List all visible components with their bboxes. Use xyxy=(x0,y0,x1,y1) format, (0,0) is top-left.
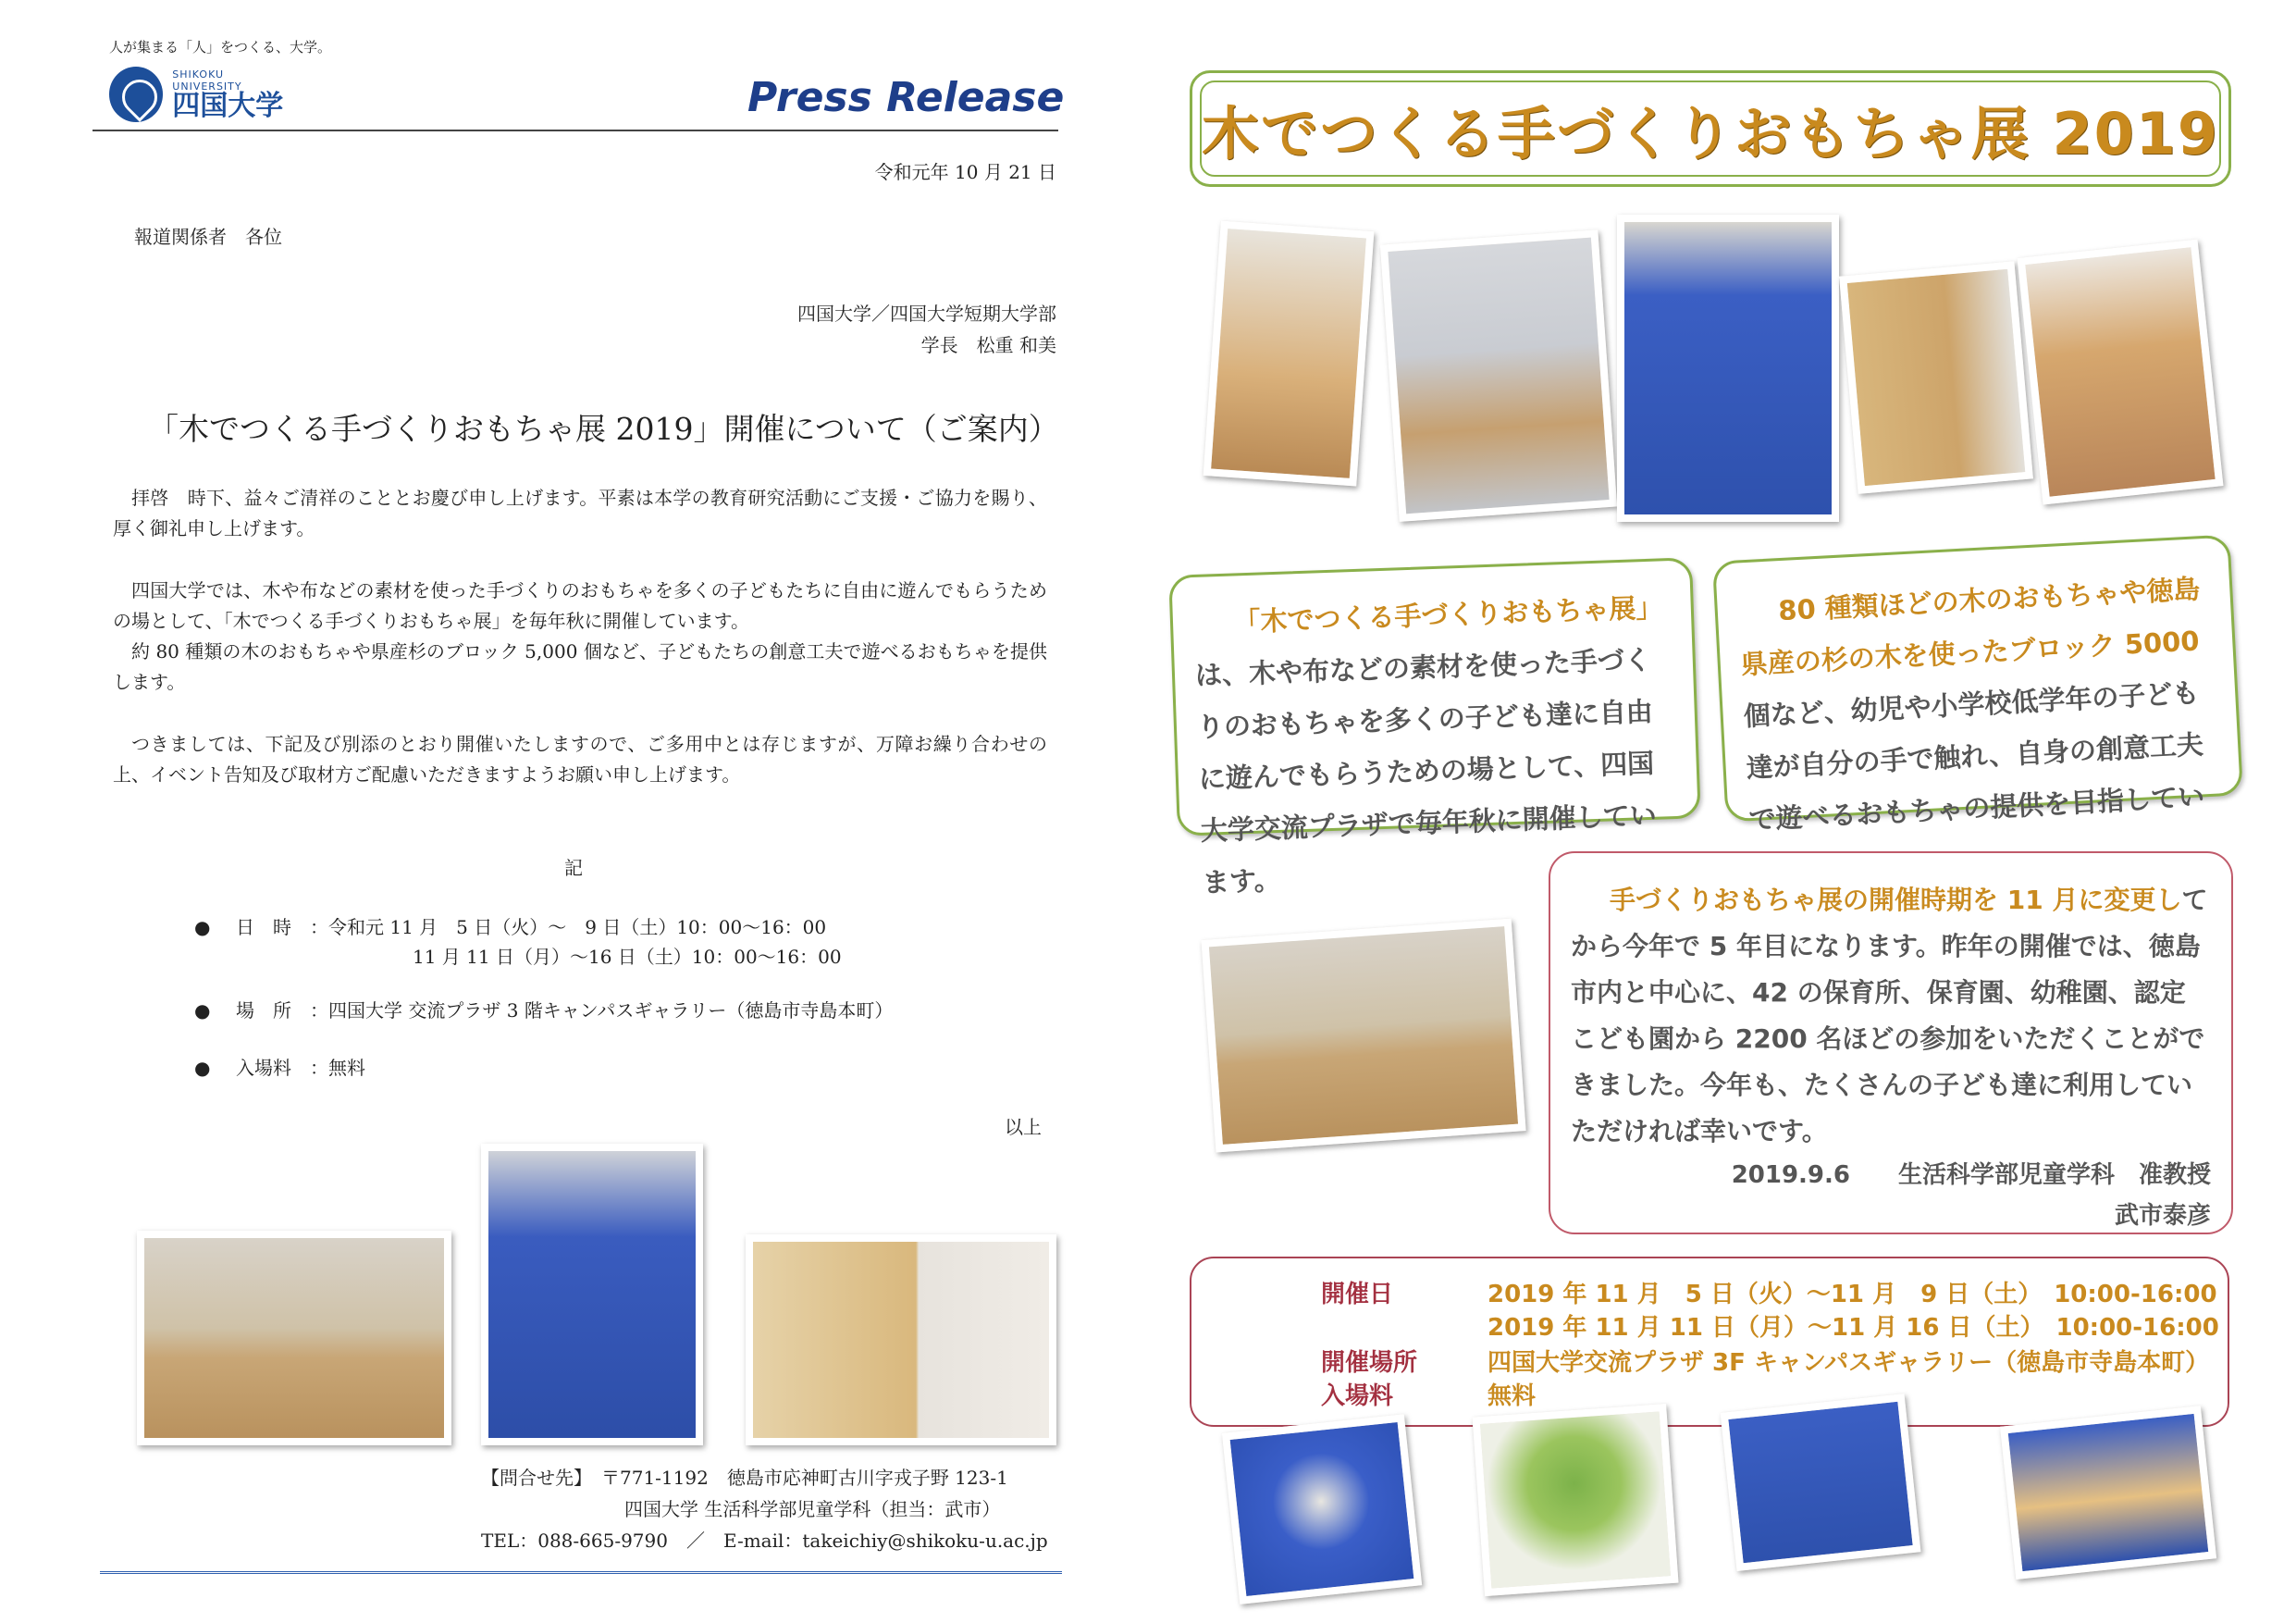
paragraph-intro: 四国大学では、木や布などの素材を使った手づくりのおもちゃを多くの子どもたちに自由に遊んでもらうための場として、「木でつくる手づくりおもちゃ展」を毎年秋に開催しています。 xyxy=(113,579,1047,632)
detail-fee-value: ：無料 xyxy=(310,1057,365,1079)
detail-date-line1: ：令和元 11 月 5 日（火）～ 9 日（土）10：00～16：00 xyxy=(310,916,827,938)
detail-fee xyxy=(194,1053,365,1083)
ijo-closing: 以上 xyxy=(1005,1116,1042,1138)
logo-japanese: 四国大学 xyxy=(172,90,284,122)
document-date: 令和元年 10 月 21 日 xyxy=(874,161,1056,183)
info-fee-label: 入場料 xyxy=(1321,1382,1394,1410)
toy-photo-furniture xyxy=(1721,1394,1921,1571)
photo-child-wood-frame xyxy=(746,1234,1056,1445)
header-divider xyxy=(93,130,1058,131)
info-bubble-history xyxy=(1549,851,2233,1234)
logo-english: SHIKOKU UNIVERSITY xyxy=(172,68,242,93)
detail-place-label: 場 所 xyxy=(236,999,291,1022)
university-logo-icon xyxy=(109,67,163,122)
bubble-history-text: てから今年で 5 年目になります。昨年の開催では、徳島市内と中心に、42 の保育所、保育園、幼稚園、認定こども園から 2200 名ほどの参加をいただくことができました。今年も、たくさんの子ども達に利用していただければ幸いです。 xyxy=(1571,885,2208,1146)
bubble-about-text: は、木や布などの素材を使った手づくりのおもちゃを多くの子ども達に自由に遊んでもらうための場として、四国大学交流プラザで毎年秋に開催しています。 xyxy=(1194,643,1658,898)
bubble-toys-text: 個など、幼児や小学校低学年の子ども達が自分の手で触れ、自身の創意工夫で遊べるおもちゃの提供を目指しています。 xyxy=(1742,676,2205,836)
info-bubble-toys xyxy=(1712,535,2243,836)
contact-block xyxy=(481,1462,1048,1556)
collage-photo-1 xyxy=(1204,221,1375,487)
info-date-line1: 2019 年 11 月 5 日（火）～11 月 9 日（土） 10:00-16:00 xyxy=(1487,1281,2217,1308)
event-banner xyxy=(1190,70,2231,187)
info-date-line2: 2019 年 11 月 11 日（月）～11 月 16 日（土） 10:00-16:00 xyxy=(1487,1314,2219,1342)
signature-name: 武市泰彦 xyxy=(2114,1202,2211,1230)
contact-label: 【問合せ先】 xyxy=(481,1467,583,1489)
event-info-box xyxy=(1190,1257,2229,1427)
recipient: 報道関係者 各位 xyxy=(134,226,282,248)
press-release-heading: Press Release xyxy=(747,74,1065,121)
bullet-icon: ● xyxy=(194,1057,211,1079)
bubble-toys-highlight: 80 種類ほどの木のおもちゃや徳島県産の杉の木を使ったブロック 5000 xyxy=(1739,573,2202,681)
detail-place-value: ：四国大学 交流プラザ 3 階キャンパスギャラリー（徳島市寺島本町） xyxy=(310,999,894,1022)
bubble-about-highlight: 「木でつくる手づくりおもちゃ展」 xyxy=(1232,591,1663,638)
paragraph-toys: 約 80 種類の木のおもちゃや県産杉のブロック 5,000 個など、子どもたちの創意工夫で遊べるおもちゃを提供します。 xyxy=(113,640,1047,693)
info-place-value: 四国大学交流プラザ 3F キャンパスギャラリー（徳島市寺島本町） xyxy=(1487,1349,2210,1377)
detail-fee-label: 入場料 xyxy=(236,1057,291,1079)
collage-photo-4 xyxy=(1839,261,2033,494)
tagline: 人が集まる「人」をつくる、大学。 xyxy=(109,39,332,56)
footer-divider xyxy=(100,1571,1062,1574)
university-logo xyxy=(109,61,294,128)
contact-dept: 四国大学 生活科学部児童学科（担当：武市） xyxy=(624,1498,1001,1520)
bullet-icon: ● xyxy=(194,999,211,1022)
paragraph-request: つきましては、下記及び別添のとおり開催いたしますので、ご多用中とは存じますが、万障お繰り合わせの上、イベント告知及び取材方ご配慮いただきますようお願い申し上げます。 xyxy=(113,733,1047,786)
info-place-label: 開催場所 xyxy=(1321,1349,1418,1377)
sender-name: 学長 松重 和美 xyxy=(920,334,1056,356)
sender-org: 四国大学／四国大学短期大学部 xyxy=(797,303,1056,325)
collage-photo-3 xyxy=(1617,215,1839,522)
document-title: 「木でつくる手づくりおもちゃ展 2019」開催について（ご案内） xyxy=(148,411,1059,447)
sender-block xyxy=(797,298,1056,361)
contact-tel-email: TEL：088-665-9790 ／ E-mail：takeichiy@shikoku-u.ac.jp xyxy=(481,1530,1048,1552)
banner-title: 木でつくる手づくりおもちゃ展 2019 xyxy=(1201,99,2220,167)
detail-date xyxy=(194,912,826,942)
info-date-label: 開催日 xyxy=(1321,1281,1394,1308)
collage-photo-2 xyxy=(1380,229,1617,522)
detail-date-line2: 11 月 11 日（月）～16 日（土）10：00～16：00 xyxy=(413,946,842,968)
detail-date-2 xyxy=(413,942,842,972)
info-bubble-about xyxy=(1168,557,1700,898)
paragraph-greeting: 拝啓 時下、益々ご清祥のこととお慶び申し上げます。平素は本学の教育研究活動にご支援・ご協力を賜り、厚く御礼申し上げます。 xyxy=(113,487,1047,539)
collage-photo-5 xyxy=(2018,239,2224,504)
photo-children-blue-mat xyxy=(481,1144,703,1445)
bullet-icon: ● xyxy=(194,916,211,938)
ki-heading: 記 xyxy=(564,857,583,879)
toy-photo-cars xyxy=(2000,1406,2216,1580)
photo-block-tower-right xyxy=(1201,919,1525,1153)
photo-block-tower xyxy=(137,1231,451,1445)
detail-date-label: 日 時 xyxy=(236,916,291,938)
signature-date-title: 2019.9.6 生活科学部児童学科 准教授 xyxy=(1731,1161,2211,1189)
contact-address: 〒771-1192 徳島市応神町古川字戎子野 123-1 xyxy=(601,1467,1008,1489)
bubble-history-highlight: 手づくりおもちゃ展の開催時期を 11 月に変更し xyxy=(1610,885,2182,915)
detail-place xyxy=(194,996,893,1025)
toy-photo-tree xyxy=(1472,1404,1678,1596)
info-fee-value: 無料 xyxy=(1487,1382,1537,1410)
toy-photo-bird xyxy=(1222,1414,1422,1604)
